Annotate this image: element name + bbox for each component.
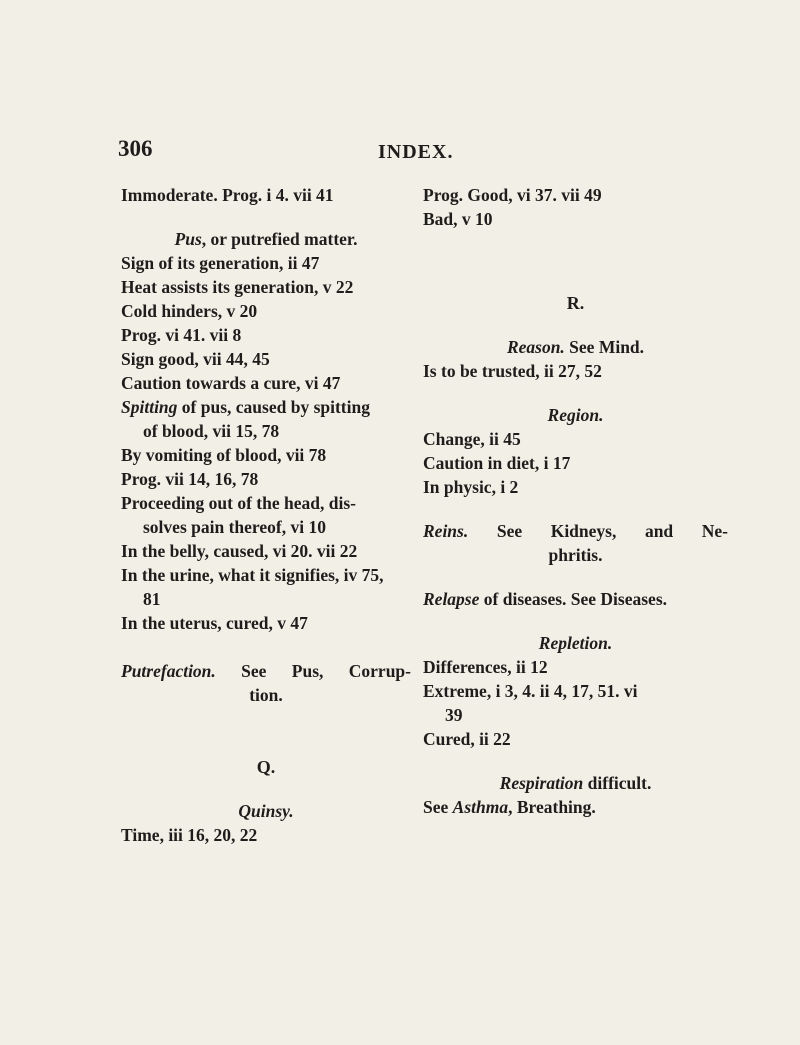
subentry: In the uterus, cured, v 47: [121, 613, 308, 633]
subentry: Extreme, i 3, 4. ii 4, 17, 51. vi: [423, 681, 638, 701]
entry-relapse: Relapse of diseases. See Diseases.: [423, 589, 668, 609]
heading-word: Region.: [547, 405, 604, 425]
subentry: Caution in diet, i 17: [423, 453, 571, 473]
subentry: Cold hinders, v 20: [121, 301, 258, 321]
entry-reins: Reins. See Kidneys, and Ne-: [423, 521, 728, 541]
left-column: [121, 183, 411, 847]
subentry: Change, ii 45: [423, 429, 521, 449]
entry-spitting: Spitting of pus, caused by spitting: [121, 397, 370, 417]
section-letter-r: R.: [566, 293, 585, 313]
subentry: Sign of its generation, ii 47: [121, 253, 320, 273]
heading-pus: [121, 227, 411, 251]
subentry: Prog. vii 14, 16, 78: [121, 469, 259, 489]
subentry: In the belly, caused, vi 20. vii 22: [121, 541, 358, 561]
subentry: Is to be trusted, ii 27, 52: [423, 361, 602, 381]
heading-region: [423, 403, 728, 427]
subentry-continuation: of blood, vii 15, 78: [143, 421, 280, 441]
heading-repletion: [423, 631, 728, 655]
entry-immoderate: Immoderate. Prog. i 4. vii 41: [121, 185, 334, 205]
heading-word: Reins.: [423, 521, 469, 541]
page-number: 306: [118, 136, 153, 161]
subentry-continuation: phritis.: [548, 545, 603, 565]
subentry: Sign good, vii 44, 45: [121, 349, 270, 369]
subentry: In the urine, what it signifies, iv 75,: [121, 565, 384, 585]
subentry: By vomiting of blood, vii 78: [121, 445, 327, 465]
heading-word: Putrefaction.: [121, 661, 216, 681]
subentry-continuation: tion.: [249, 685, 283, 705]
heading-word: Relapse: [423, 589, 480, 609]
subentry: Caution towards a cure, vi 47: [121, 373, 341, 393]
page-header: [118, 136, 758, 166]
heading-rest: , or putrefied matter.: [201, 229, 358, 249]
heading-word: Repletion.: [538, 633, 613, 653]
heading-respiration: Respiration difficult.: [499, 773, 652, 793]
subentry: In physic, i 2: [423, 477, 519, 497]
subentry: Prog. Good, vi 37. vii 49: [423, 185, 602, 205]
section-letter-q: Q.: [256, 757, 276, 777]
cross-reference: Asthma: [452, 797, 509, 817]
subentry-continuation: 81: [143, 589, 161, 609]
heading-quinsy: [121, 799, 411, 823]
subentry: Heat assists its generation, v 22: [121, 277, 354, 297]
right-column: [423, 183, 728, 819]
subentry: Proceeding out of the head, dis-: [121, 493, 356, 513]
subentry: Cured, ii 22: [423, 729, 511, 749]
heading-word: Respiration: [499, 773, 584, 793]
heading-word: Pus: [174, 229, 202, 249]
subentry: Prog. vi 41. vii 8: [121, 325, 242, 345]
running-head: INDEX.: [378, 141, 454, 163]
subentry: Bad, v 10: [423, 209, 493, 229]
subentry: See Asthma, Breathing.: [423, 797, 596, 817]
subentry-continuation: solves pain thereof, vi 10: [143, 517, 326, 537]
subentry-continuation: 39: [445, 705, 463, 725]
subentry: Differences, ii 12: [423, 657, 548, 677]
heading-word: Reason.: [506, 337, 565, 357]
heading-word: Spitting: [121, 397, 178, 417]
subentry: Time, iii 16, 20, 22: [121, 825, 258, 845]
heading-word: Quinsy.: [238, 801, 294, 821]
heading-reason: Reason. See Mind.: [506, 337, 645, 357]
entry-putrefaction: Putrefaction. See Pus, Corrup-: [121, 661, 411, 681]
